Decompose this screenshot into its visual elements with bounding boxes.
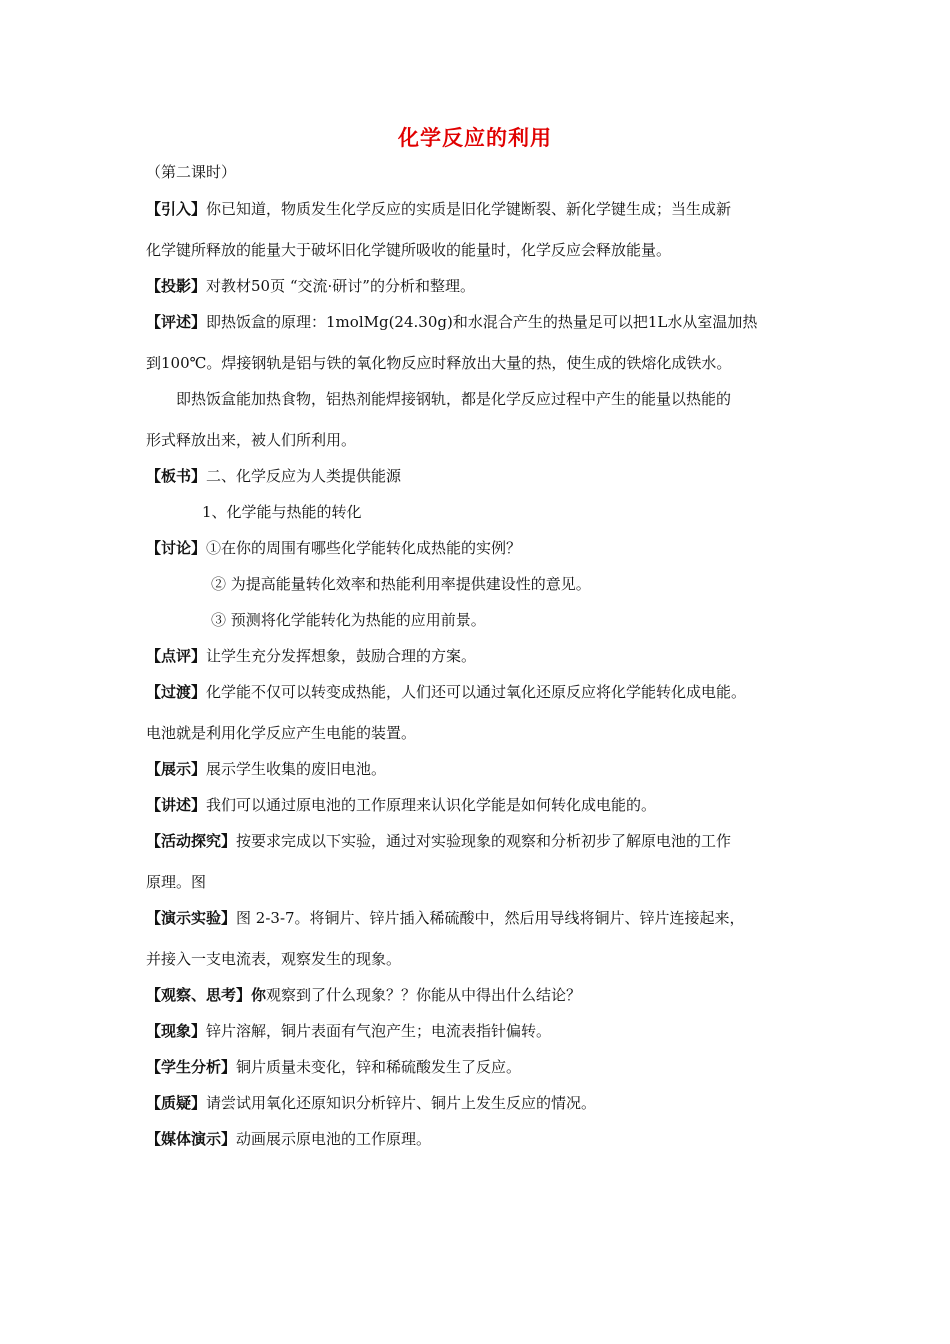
paragraph-discussion — [146, 538, 521, 558]
paragraph-observe-think — [146, 985, 581, 1005]
paragraph-transition-cont — [146, 723, 416, 743]
paragraph-board — [146, 466, 401, 486]
paragraph-demo-experiment-cont — [146, 949, 401, 969]
line-text: 你已知道，物质发生化学反应的实质是旧化学键断裂、新化学键生成；当生成新 — [206, 200, 732, 218]
paragraph-commentary-2-cont — [146, 430, 356, 450]
discussion-item-2 — [211, 574, 591, 594]
line-text: ③ 预测将化学能转化为热能的应用前景。 — [211, 611, 486, 629]
paragraph-projection — [146, 276, 475, 296]
paragraph-media-demo — [146, 1129, 431, 1149]
paragraph-question — [146, 1093, 596, 1113]
line-text: 电池就是利用化学反应产生电能的装置。 — [146, 724, 417, 742]
line-text: 动画展示原电池的工作原理。 — [236, 1130, 432, 1148]
paragraph-demo-experiment — [146, 908, 745, 928]
section-tag: 【点评】 — [146, 647, 207, 665]
paragraph-commentary — [146, 312, 757, 332]
line-text: 展示学生收集的废旧电池。 — [206, 760, 387, 778]
line-text: 化学能不仅可以转变成热能，人们还可以通过氧化还原反应将化学能转化成电能。 — [206, 683, 747, 701]
section-tag: 【活动探究】 — [146, 832, 237, 850]
section-tag: 【展示】 — [146, 760, 207, 778]
paragraph-intro-cont — [146, 240, 671, 260]
line-text: 观察到了什么现象？？你能从中得出什么结论？ — [266, 986, 582, 1004]
section-tag: 【学生分析】 — [146, 1058, 237, 1076]
section-tag: 【投影】 — [146, 277, 207, 295]
paragraph-student-analysis — [146, 1057, 521, 1077]
document-title: 化学反应的利用 — [398, 126, 552, 150]
section-tag: 【演示实验】 — [146, 909, 237, 927]
paragraph-lecture — [146, 795, 656, 815]
discussion-item-3 — [211, 610, 486, 630]
paragraph-commentary-cont — [146, 353, 731, 373]
section-tag: 【讲述】 — [146, 796, 207, 814]
section-tag: 【讨论】 — [146, 539, 207, 557]
line-text: （第二课时） — [146, 163, 237, 181]
section-tag: 【评述】 — [146, 313, 207, 331]
paragraph-phenomenon — [146, 1021, 551, 1041]
section-tag: 【过渡】 — [146, 683, 207, 701]
paragraph-intro — [146, 199, 731, 219]
paragraph-activity-cont — [146, 872, 206, 892]
line-text: 到100℃。焊接钢轨是铝与铁的氧化物反应时释放出大量的热，使生成的铁熔化成铁水。 — [146, 354, 732, 372]
line-text: 我们可以通过原电池的工作原理来认识化学能是如何转化成电能的。 — [206, 796, 657, 814]
line-text: 原理。图 — [146, 873, 207, 891]
line-text: 1、化学能与热能的转化 — [202, 503, 362, 521]
line-text: 化学键所释放的能量大于破坏旧化学键所吸收的能量时，化学反应会释放能量。 — [146, 241, 672, 259]
line-text: 按要求完成以下实验，通过对实验现象的观察和分析初步了解原电池的工作 — [236, 832, 732, 850]
line-text: 请尝试用氧化还原知识分析锌片、铜片上发生反应的情况。 — [206, 1094, 597, 1112]
section-tag: 【观察、思考】 — [146, 986, 252, 1004]
line-text: 锌片溶解，铜片表面有气泡产生；电流表指针偏转。 — [206, 1022, 552, 1040]
line-text: 即热饭盒能加热食物，铝热剂能焊接钢轨，都是化学反应过程中产生的能量以热能的 — [176, 390, 732, 408]
line-text: 让学生充分发挥想象，鼓励合理的方案。 — [206, 647, 477, 665]
board-subheading — [202, 502, 362, 522]
line-text: ①在你的周围有哪些化学能转化成热能的实例？ — [206, 539, 522, 557]
paragraph-review — [146, 646, 476, 666]
paragraph-activity — [146, 831, 731, 851]
line-text: 铜片质量未变化，锌和稀硫酸发生了反应。 — [236, 1058, 522, 1076]
section-tag: 【现象】 — [146, 1022, 207, 1040]
paragraph-display — [146, 759, 386, 779]
lesson-period — [146, 162, 236, 182]
line-text: 图 2-3-7。将铜片、锌片插入稀硫酸中，然后用导线将铜片、锌片连接起来， — [236, 909, 745, 927]
line-text: 二、化学反应为人类提供能源 — [206, 467, 402, 485]
line-text: 形式释放出来，被人们所利用。 — [146, 431, 357, 449]
section-tag: 【引入】 — [146, 200, 207, 218]
line-text: 即热饭盒的原理：1molMg(24.30g)和水混合产生的热量足可以把1L水从室温加热 — [206, 313, 758, 331]
paragraph-transition — [146, 682, 746, 702]
bold-word: 你 — [251, 986, 267, 1004]
line-text: 对教材50页 “交流·研讨”的分析和整理。 — [206, 277, 475, 295]
line-text: ② 为提高能量转化效率和热能利用率提供建设性的意见。 — [211, 575, 591, 593]
section-tag: 【媒体演示】 — [146, 1130, 237, 1148]
paragraph-commentary-2 — [176, 389, 731, 409]
line-text: 并接入一支电流表，观察发生的现象。 — [146, 950, 402, 968]
section-tag: 【质疑】 — [146, 1094, 207, 1112]
section-tag: 【板书】 — [146, 467, 207, 485]
